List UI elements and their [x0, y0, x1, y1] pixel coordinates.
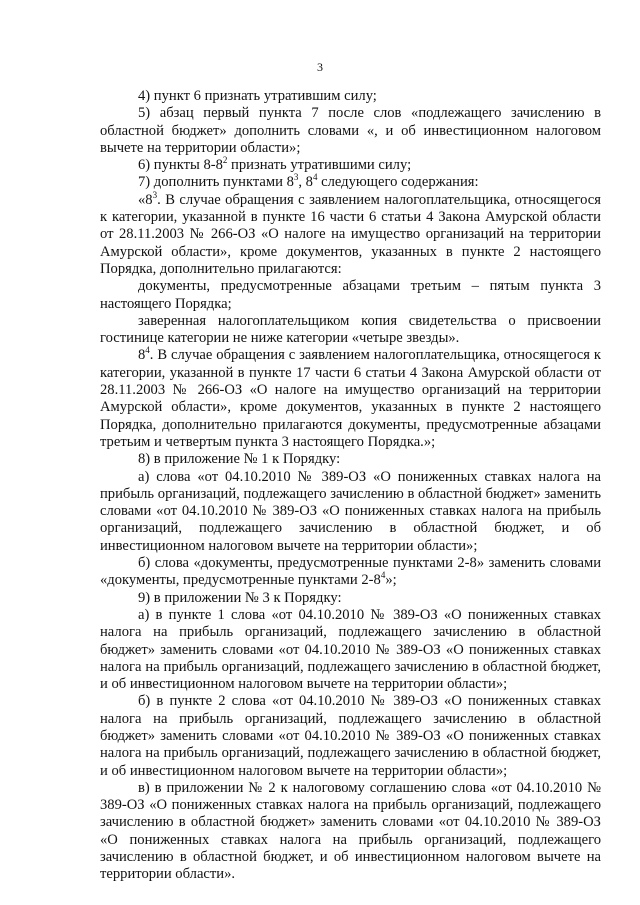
paragraph-text: 9) в приложении № 3 к Порядку: — [138, 589, 342, 606]
paragraph — [100, 693, 601, 779]
superscript: 2 — [222, 155, 228, 166]
paragraph — [100, 347, 601, 451]
superscript: 3 — [152, 189, 158, 200]
superscript: 4 — [380, 570, 386, 581]
paragraph-text: 5) абзац первый пункта 7 после слов «подлежащего зачислению в областной бюджет» дополнить словами «, и об инвестиционном налоговом вычете на территории области»; — [100, 105, 601, 156]
superscript: 4 — [145, 345, 150, 356]
paragraph — [100, 555, 601, 590]
paragraph-text: следующего содержания: — [317, 174, 479, 191]
paragraph — [100, 607, 601, 693]
paragraph-text: признать утратившими силу; — [227, 157, 412, 174]
paragraph — [100, 780, 601, 884]
paragraph — [100, 313, 601, 348]
paragraph — [100, 469, 601, 555]
paragraph-text: б) слова «документы, предусмотренные пунктами 2-8» заменить словами «документы, предусмотренные пунктами 2-8 — [100, 555, 601, 589]
paragraph-text: , 8 — [298, 174, 313, 191]
document-body — [100, 88, 601, 884]
paragraph-text: а) слова «от 04.10.2010 № 389-ОЗ «О пониженных ставках налога на прибыль организаций, подлежащего зачислению в областной бюджет» заменить словами «от 04.10.2010 № 389-ОЗ «О пониженных ставках налога на прибыль организаций, подлежащего зачислению в областной бюджет, и об инвестиционном налоговом вычете на территории области»; — [100, 468, 601, 554]
paragraph — [100, 278, 601, 313]
superscript: 4 — [312, 172, 318, 183]
paragraph — [100, 174, 601, 191]
paragraph-text: в) в приложении № 2 к налоговому соглашению слова «от 04.10.2010 № 389-ОЗ «О пониженных ставках налога на прибыль организаций, подлежащего зачислению в областной бюджет» заменить словами «от 04.10.2010 № 389-ОЗ «О пониженных ставках налога на прибыль организаций, подлежащего зачислению в областной бюджет, и об инвестиционном налоговом вычете на территории области». — [100, 779, 601, 883]
paragraph-text: а) в пункте 1 слова «от 04.10.2010 № 389-ОЗ «О пониженных ставках налога на прибыль организаций, подлежащего зачислению в областной бюджет» заменить словами «от 04.10.2010 № 389-ОЗ «О пониженных ставках налога на прибыль организаций, подлежащего зачислению в областной бюджет, и об инвестиционном налоговом вычете на территории области»; — [100, 606, 601, 693]
paragraph-text: . В случае обращения с заявлением налогоплательщика, относящегося к категории, указанной в пункте 17 части 6 статьи 4 Закона Амурской области от 28.11.2003 № 266-ОЗ «О налоге на имущество организаций на территории Амурской области», кроме документов, указанных в пункте 2 настоящего Порядка, дополнительно прилагаются документы, предусмотренные абзацами третьим и четвертым пункта 3 настоящего Порядка.»; — [100, 347, 601, 450]
superscript: 3 — [293, 172, 299, 183]
paragraph — [100, 105, 601, 157]
paragraph-text: 8) в приложение № 1 к Порядку: — [138, 451, 341, 468]
paragraph — [100, 88, 601, 105]
paragraph-text: «8 — [138, 191, 153, 208]
paragraph-text: 7) дополнить пунктами 8 — [138, 174, 294, 191]
paragraph-text: 8 — [138, 347, 146, 364]
paragraph-text: 4) пункт 6 признать утратившим силу; — [138, 88, 377, 104]
page-number: 3 — [317, 60, 323, 74]
paragraph-text: документы, предусмотренные абзацами третьим – пятым пункта 3 настоящего Порядка; — [100, 278, 601, 312]
paragraph — [100, 157, 601, 174]
paragraph — [100, 451, 601, 468]
paragraph-text: »; — [385, 572, 397, 589]
paragraph-text: . В случае обращения с заявлением налогоплательщика, относящегося к категории, указанной в пункте 16 части 6 статьи 4 Закона Амурской области от 28.11.2003 № 266-ОЗ «О налоге на имущество организаций на территории Амурской области», кроме документов, указанных в пункте 2 настоящего Порядка, дополнительно прилагаются: — [100, 191, 601, 277]
paragraph-text: заверенная налогоплательщиком копия свидетельства о присвоении гостинице категории не ниже категории «четыре звезды». — [100, 312, 601, 347]
paragraph-text: 6) пункты 8-8 — [138, 157, 223, 174]
paragraph — [100, 189, 601, 278]
paragraph — [100, 590, 601, 607]
paragraph-text: б) в пункте 2 слова «от 04.10.2010 № 389-ОЗ «О пониженных ставках налога на прибыль организаций, подлежащего зачислению в областной бюджет» заменить словами «от 04.10.2010 № 389-ОЗ «О пониженных ставках налога на прибыль организаций, подлежащего зачислению в областной бюджет, и об инвестиционном налоговом вычете на территории области»; — [100, 693, 601, 779]
